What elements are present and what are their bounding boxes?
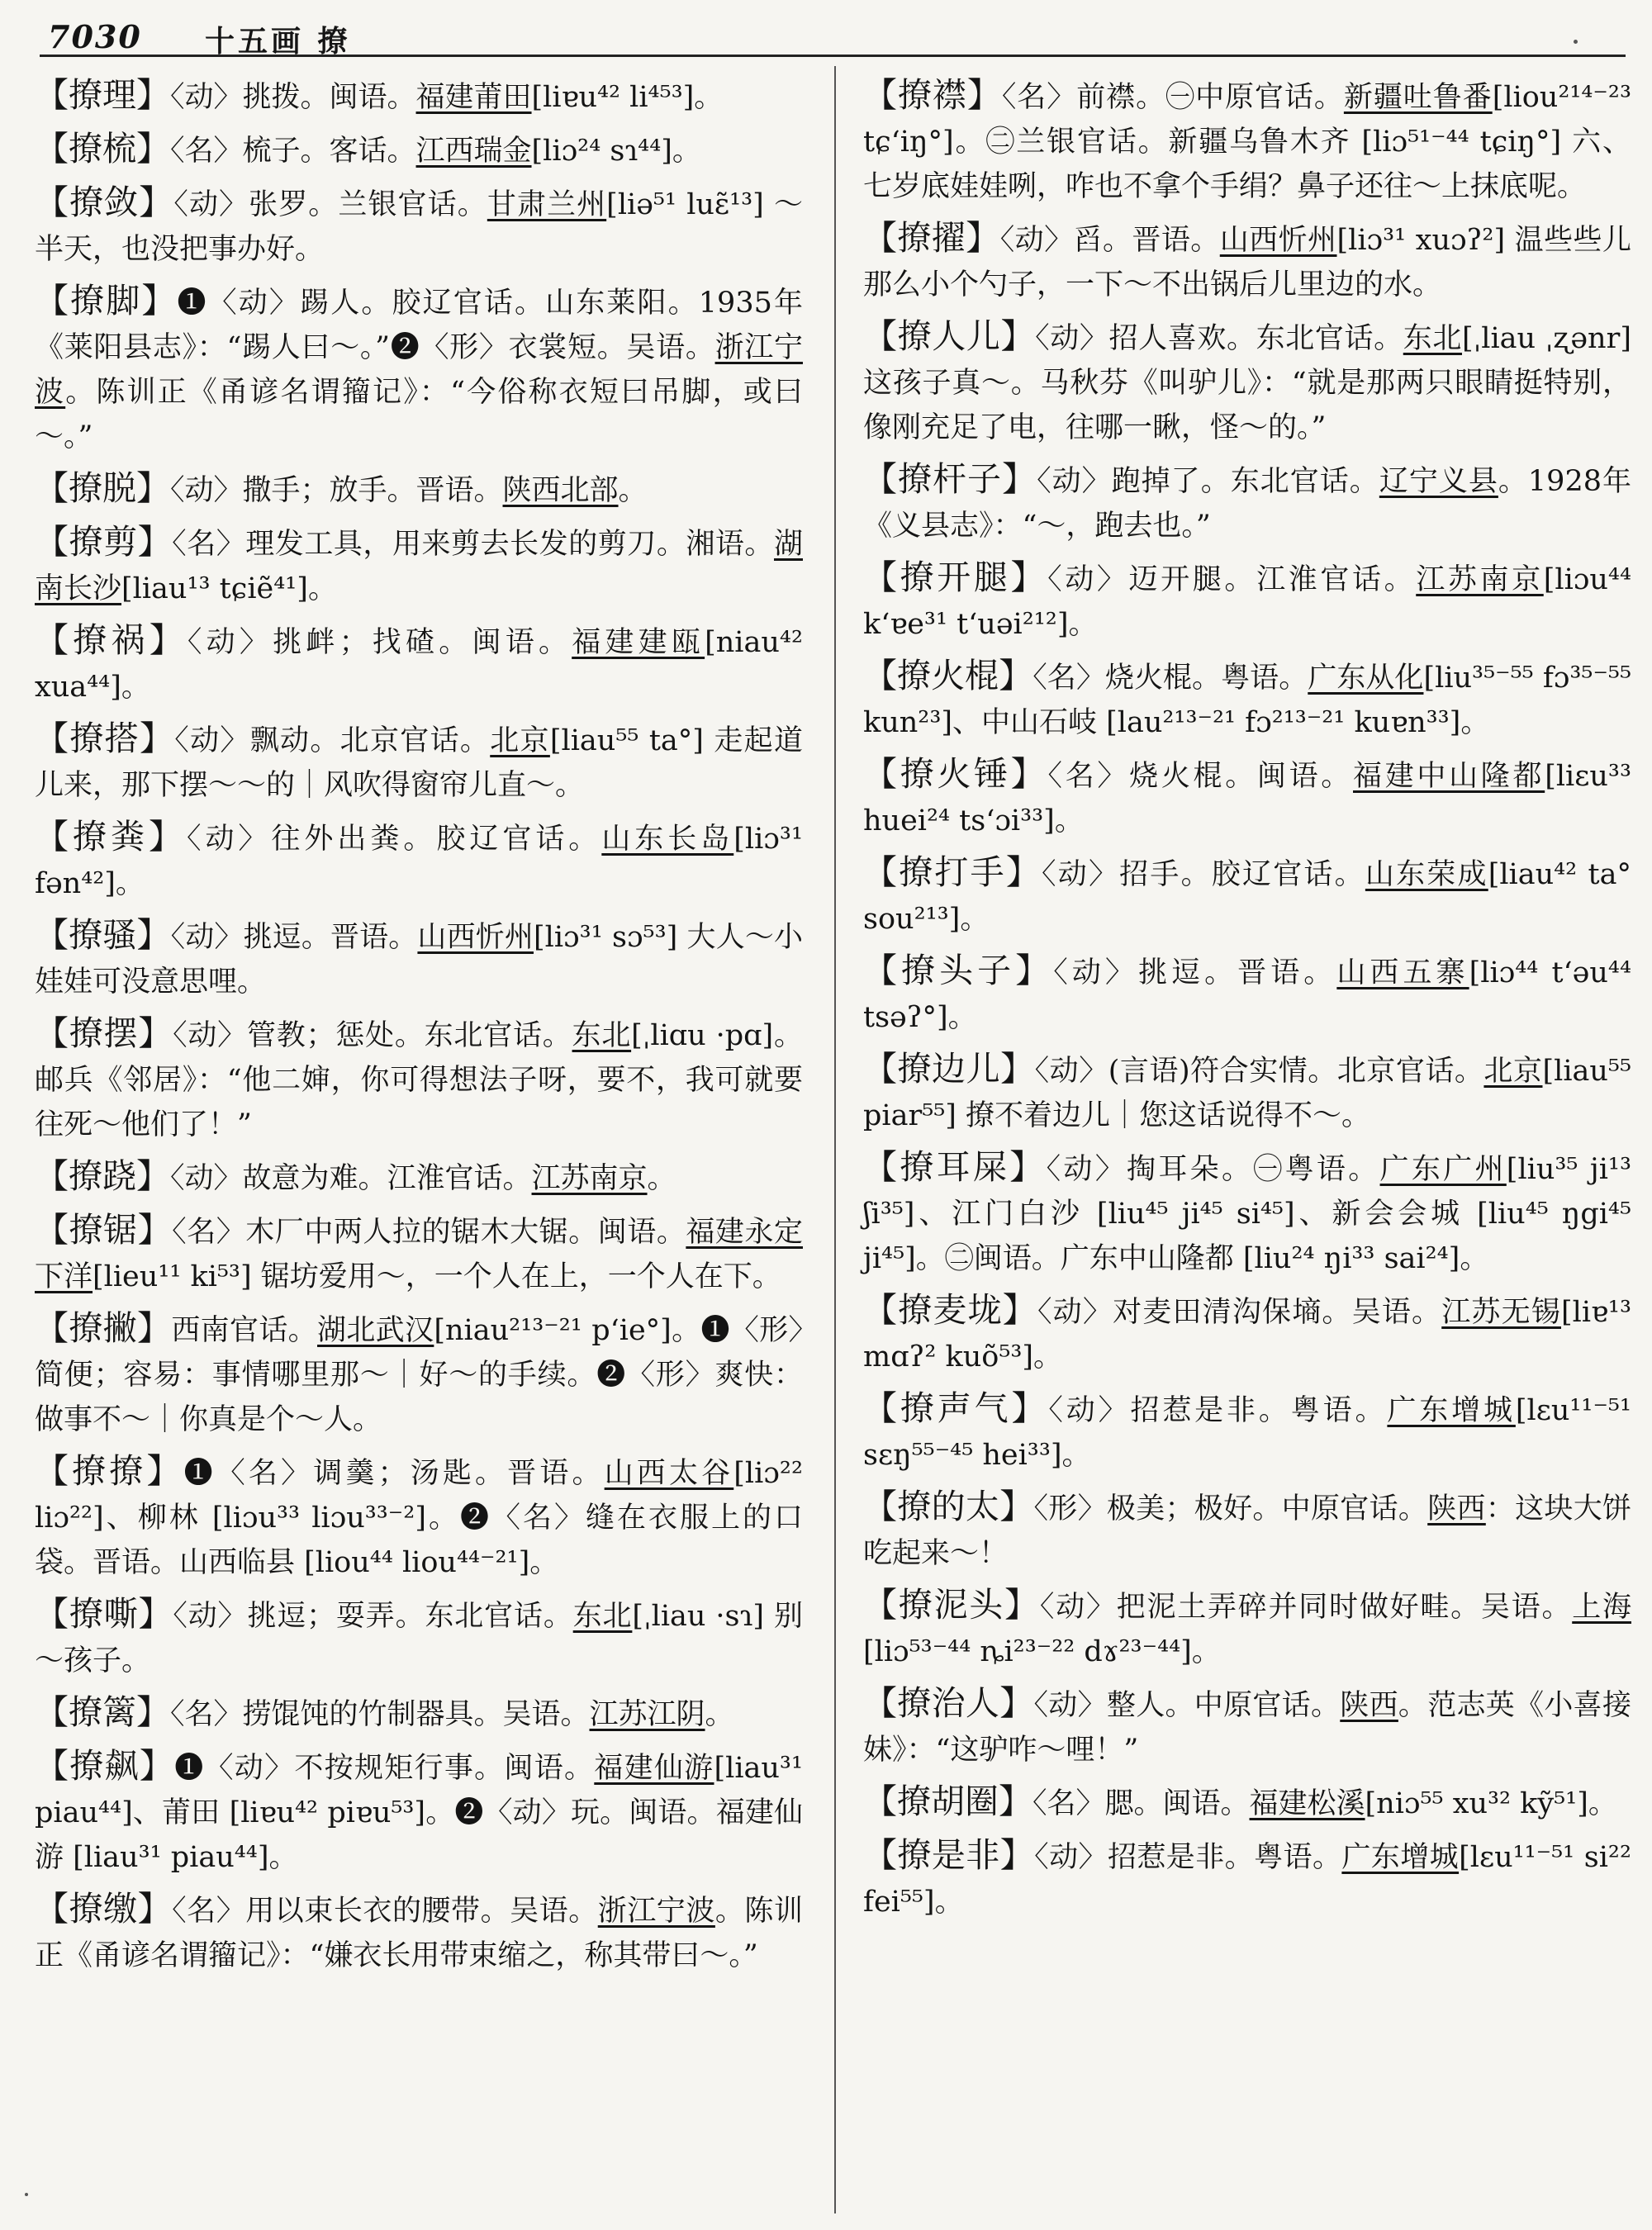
entry-place: 上海 — [1572, 1591, 1631, 1624]
entry-headword: 【撩边儿】 — [863, 1049, 1035, 1089]
entry-pronunciation: [liɔ²² liɔ²²]、柳林 [liɔu³³ liɔu³³⁻²]。❷〈名〉缝在衣服上的口袋。晋语。山西临县 [liou⁴⁴ liou⁴⁴⁻²¹]。 — [35, 1457, 803, 1579]
dictionary-entry — [863, 555, 1631, 647]
entry-definition: 〈动〉往外出粪。胶辽官话。 — [186, 823, 602, 856]
entry-headword: 【撩飙】 — [35, 1746, 175, 1786]
entry-headword: 【撩摆】 — [35, 1013, 173, 1053]
entry-place: 陕西 — [1427, 1492, 1486, 1525]
entry-place: 江苏南京 — [1416, 563, 1544, 596]
entry-definition: 〈动〉撒手；放手。晋语。 — [170, 474, 503, 507]
entry-pronunciation: ：这块大饼吃起来～！ — [863, 1492, 1631, 1570]
entry-headword: 【撩耳屎】 — [863, 1147, 1047, 1187]
entry-headword: 【撩的太】 — [863, 1487, 1034, 1526]
dictionary-entry — [863, 1582, 1631, 1674]
entry-place: 陕西 — [1340, 1689, 1398, 1722]
dictionary-entry — [863, 948, 1631, 1040]
dictionary-entry — [863, 653, 1631, 745]
entry-headword: 【撩治人】 — [863, 1683, 1034, 1723]
entry-headword: 【撩祸】 — [35, 620, 188, 660]
left-column — [35, 73, 803, 1985]
entry-definition: 〈名〉捞馄饨的竹制器具。吴语。 — [170, 1698, 590, 1731]
entry-headword: 【撩篱】 — [35, 1692, 170, 1732]
entry-pronunciation: [ˌliau ·sɿ] 别～孩子。 — [35, 1600, 803, 1677]
entry-pronunciation: [liɛu³³ huei²⁴ tsʻɔi³³]。 — [863, 760, 1631, 837]
dictionary-entry — [35, 1744, 803, 1880]
entry-pronunciation: [liɔ³¹ fən⁴²]。 — [35, 823, 803, 900]
entry-definition: 〈动〉跑掉了。东北官话。 — [1037, 465, 1379, 498]
entry-definition: 〈名〉梳子。客话。 — [170, 135, 416, 168]
scan-speck — [25, 2193, 28, 2196]
entry-headword: 【撩杆子】 — [863, 459, 1037, 499]
entry-definition: 〈动〉招人喜欢。东北官话。 — [1035, 322, 1403, 355]
entry-definition: 〈动〉(言语)符合实情。北京官话。 — [1034, 1055, 1484, 1088]
entry-place: 江苏无锡 — [1441, 1296, 1561, 1329]
dictionary-entry — [35, 466, 803, 513]
entry-headword: 【撩人儿】 — [863, 316, 1036, 356]
entry-place: 浙江宁波 — [597, 1895, 715, 1928]
entry-pronunciation: [niɔ⁵⁵ xu³² kỹ⁵¹]。 — [1365, 1787, 1617, 1820]
entry-pronunciation: 。陈训正《甬谚名谓籀记》：“今俗称衣短曰吊脚，或曰～。” — [35, 376, 803, 453]
dictionary-entry — [863, 1833, 1631, 1924]
dictionary-entry — [863, 73, 1631, 209]
section-title: 十五画 撩 — [205, 24, 351, 59]
dictionary-entry — [35, 520, 803, 611]
entry-definition: 〈动〉招惹是非。粤语。 — [1034, 1841, 1342, 1874]
entry-pronunciation: 。 — [618, 474, 648, 507]
entry-definition: 〈动〉掏耳朵。㊀粤语。 — [1046, 1153, 1380, 1186]
entry-place: 山西太谷 — [604, 1457, 734, 1490]
entry-place: 湖北武汉 — [317, 1314, 434, 1347]
entry-headword: 【撩开腿】 — [863, 558, 1048, 597]
entry-pronunciation: [liə⁵¹ luɛ̃¹³] ～半天，也没把事办好。 — [35, 188, 803, 266]
dictionary-entry — [35, 1011, 803, 1147]
entry-definition: 〈名〉木厂中两人拉的锯木大锯。闽语。 — [172, 1216, 686, 1249]
dictionary-entry — [35, 814, 803, 906]
entry-definition: 〈动〉张罗。兰银官话。 — [173, 188, 487, 221]
entry-definition: 〈动〉飘动。北京官话。 — [174, 724, 491, 757]
entry-pronunciation: 。陈训正《甬谚名谓籀记》：“嫌衣长用带束缩之，称其带曰～。” — [35, 1895, 803, 1972]
dictionary-entry — [863, 1779, 1631, 1826]
dictionary-entry — [863, 1046, 1631, 1138]
scan-speck — [1574, 40, 1578, 44]
entry-definition: 〈动〉对麦田清沟保墒。吴语。 — [1037, 1296, 1442, 1329]
entry-place: 浙江宁波 — [35, 331, 803, 409]
entry-headword: 【撩麦垅】 — [863, 1290, 1037, 1330]
entry-definition: 〈动〉整人。中原官话。 — [1033, 1689, 1341, 1722]
entry-definition: 〈动〉迈开腿。江淮官话。 — [1047, 563, 1417, 596]
entry-definition: 〈名〉用以束长衣的腰带。吴语。 — [172, 1895, 598, 1928]
entry-headword: 【撩襟】 — [863, 75, 1002, 115]
entry-definition: 〈动〉招手。胶辽官话。 — [1042, 858, 1365, 891]
entry-definition: 〈动〉挑衅；找碴。闽语。 — [187, 626, 572, 659]
entry-headword: 【撩声气】 — [863, 1388, 1049, 1428]
entry-headword: 【撩理】 — [35, 75, 170, 115]
entry-place: 江苏南京 — [531, 1162, 648, 1195]
entry-place: 福建建瓯 — [572, 626, 705, 659]
entry-place: 北京 — [490, 724, 550, 757]
dictionary-entry — [863, 752, 1631, 843]
dictionary-entry — [35, 1886, 803, 1978]
dictionary-entry — [35, 1690, 803, 1737]
entry-headword: 【撩擢】 — [863, 218, 1000, 258]
entry-headword: 【撩骚】 — [35, 915, 171, 955]
entry-pronunciation: [liɔ³¹ xuɔʔ²] 温些些儿那么小个勺子，一下～不出锅后儿里边的水。 — [863, 224, 1631, 301]
dictionary-entry — [35, 1306, 803, 1442]
dictionary-entry — [863, 1288, 1631, 1379]
page-number: 7030 — [48, 18, 142, 55]
dictionary-entry — [35, 913, 803, 1004]
entry-pronunciation: [liɐ¹³ mɑʔ² kuõ⁵³]。 — [863, 1296, 1631, 1374]
entry-place: 新疆吐鲁番 — [1343, 81, 1493, 114]
entry-headword: 【撩锯】 — [35, 1210, 173, 1250]
entry-pronunciation: [liau³¹ piau⁴⁴]、莆田 [liɐu⁴² piɐu⁵³]。❷〈动〉玩。闽语。福建仙游 [liau³¹ piau⁴⁴]。 — [35, 1752, 803, 1874]
dictionary-entry — [35, 278, 803, 459]
entry-definition: 〈名〉腮。闽语。 — [1032, 1787, 1250, 1820]
entry-pronunciation: [lieu¹¹ ki⁵³] 锯坊爱用～，一个人在上，一个人在下。 — [93, 1260, 781, 1293]
entry-headword: 【撩火锤】 — [863, 754, 1048, 794]
dictionary-entry — [35, 1208, 803, 1299]
dictionary-entry — [863, 216, 1631, 307]
entry-pronunciation: [liu³⁵⁻⁵⁵ fɔ³⁵⁻⁵⁵ kun²³]、中山石岐 [lau²¹³⁻²¹ fɔ²¹³⁻²¹ kuɐn³³]。 — [863, 662, 1631, 739]
entry-definition: 〈动〉招惹是非。粤语。 — [1048, 1394, 1388, 1427]
entry-definition: 〈动〉挑逗。晋语。 — [170, 921, 418, 954]
dictionary-entry — [35, 716, 803, 808]
dictionary-entry — [863, 1681, 1631, 1772]
entry-definition: ❶〈动〉不按规矩行事。闽语。 — [174, 1752, 595, 1785]
entry-definition: 〈名〉烧火棍。粤语。 — [1032, 662, 1308, 695]
entry-place: 陕西北部 — [502, 474, 619, 507]
entry-headword: 【撩嘶】 — [35, 1594, 173, 1634]
entry-headword: 【撩撇】 — [35, 1308, 172, 1348]
entry-place: 北京 — [1483, 1055, 1543, 1088]
column-divider — [834, 66, 836, 2213]
entry-definition: 西南官话。 — [171, 1314, 318, 1347]
entry-headword: 【撩脱】 — [35, 468, 170, 508]
entry-pronunciation: [liau⁵⁵ piar⁵⁵] 撩不着边儿｜您这话说得不～。 — [863, 1055, 1631, 1132]
entry-place: 广东广州 — [1379, 1153, 1507, 1186]
dictionary-entry — [863, 314, 1631, 450]
entry-pronunciation: [ˌliɑu ·pɑ]。邮兵《邻居》：“他二婶，你可得想法子呀，要不，我可就要往死～他们了！” — [35, 1019, 803, 1141]
dictionary-entry — [35, 1154, 803, 1201]
entry-definition: 〈动〉舀。晋语。 — [999, 224, 1220, 257]
entry-place: 山西忻州 — [417, 921, 534, 954]
entry-definition: 〈名〉前襟。㊀中原官话。 — [1001, 81, 1344, 114]
entry-definition: 〈动〉挑逗；耍弄。东北官话。 — [173, 1600, 573, 1633]
dictionary-entry — [863, 457, 1631, 548]
entry-headword: 【撩粪】 — [35, 817, 187, 856]
entry-place: 辽宁义县 — [1379, 465, 1498, 498]
entry-place: 山东长岛 — [601, 823, 734, 856]
entry-place: 广东从化 — [1308, 662, 1424, 695]
entry-place: 山西忻州 — [1219, 224, 1337, 257]
entry-definition: ❶〈名〉调羹；汤匙。晋语。 — [183, 1457, 605, 1490]
entry-pronunciation: 。范志英《小喜接妹》：“这驴咋～哩！” — [863, 1689, 1631, 1767]
entry-pronunciation: [liau⁴² ta° sou²¹³]。 — [863, 858, 1631, 936]
entry-place: 福建松溪 — [1249, 1787, 1365, 1820]
entry-pronunciation: [liu³⁵ ji¹³ ʃi³⁵]、江门白沙 [liu⁴⁵ ji⁴⁵ si⁴⁵]、新会会城 [liu⁴⁵ ŋgi⁴⁵ ji⁴⁵]。㊁闽语。广东中山隆都 [liu²⁴ ŋi³³ sai²⁴]。 — [863, 1153, 1631, 1275]
entry-place: 山西五寨 — [1336, 956, 1469, 989]
entry-place: 广东增城 — [1341, 1841, 1460, 1874]
entry-place: 江西瑞金 — [415, 135, 532, 168]
entry-place: 福建中山隆都 — [1353, 760, 1545, 793]
entry-headword: 【撩是非】 — [863, 1835, 1035, 1875]
entry-definition: 〈动〉挑逗。晋语。 — [1053, 956, 1337, 989]
entry-headword: 【撩胡圈】 — [863, 1782, 1032, 1821]
entry-headword: 【撩脚】 — [35, 281, 178, 320]
dictionary-entry — [35, 618, 803, 709]
dictionary-entry — [35, 1449, 803, 1585]
entry-place: 广东增城 — [1387, 1394, 1516, 1427]
entry-definition: 〈动〉管教；惩处。东北官话。 — [173, 1019, 572, 1052]
entry-definition: 〈动〉把泥土弄碎并同时做好畦。吴语。 — [1039, 1591, 1573, 1624]
entry-headword: 【撩跷】 — [35, 1156, 170, 1196]
entry-headword: 【撩火棍】 — [863, 656, 1033, 695]
entry-place: 甘肃兰州 — [487, 188, 607, 221]
entry-pronunciation: [niau²¹³⁻²¹ pʻie°]。❶〈形〉简便；容易：事情哪里那～｜好～的手续。❷〈形〉爽快：做事不～｜你真是个～人。 — [35, 1314, 803, 1436]
entry-definition: 〈形〉极美；极好。中原官话。 — [1033, 1492, 1428, 1525]
entry-pronunciation: [liau⁵⁵ ta°] 走起道儿来，那下摆～～的｜风吹得窗帘儿直～。 — [35, 724, 803, 802]
entry-place: 福建永定下洋 — [35, 1216, 803, 1293]
entry-place: 湖南长沙 — [35, 528, 803, 605]
dictionary-entry — [35, 126, 803, 173]
entry-definition: 〈动〉挑拨。闽语。 — [170, 81, 416, 114]
page-header — [40, 15, 1626, 57]
entry-definition: ❶〈动〉踢人。胶辽官话。山东莱阳。1935年《莱阳县志》：“踢人曰～。”❷〈形〉衣裳短。吴语。 — [35, 287, 803, 364]
entry-pronunciation: [ˌliau ˌʐənr] 这孩子真～。马秋芬《叫驴儿》：“就是那两只眼睛挺特别，像刚充足了电，往哪一瞅，怪～的。” — [863, 322, 1631, 444]
entry-headword: 【撩撩】 — [35, 1451, 184, 1491]
entry-pronunciation: [liɔ⁴⁴ tʻəu⁴⁴ tsəʔ°]。 — [863, 956, 1631, 1034]
entry-headword: 【撩打手】 — [863, 852, 1042, 892]
entry-place: 江苏江阴 — [589, 1698, 705, 1731]
entry-pronunciation: [liɐu⁴² li⁴⁵³]。 — [531, 81, 724, 114]
dictionary-entry — [863, 1484, 1631, 1576]
dictionary-entry — [35, 1592, 803, 1683]
entry-pronunciation: [lɛu¹¹⁻⁵¹ sɛŋ⁵⁵⁻⁴⁵ hei³³]。 — [863, 1394, 1631, 1472]
entry-headword: 【撩搭】 — [35, 719, 175, 758]
dictionary-entry — [863, 1386, 1631, 1478]
entry-pronunciation: [liɔ⁵³⁻⁴⁴ ȵi²³⁻²² dɤ²³⁻⁴⁴]。 — [863, 1635, 1221, 1668]
entry-pronunciation: [liɔ³¹ sɔ⁵³] 大人～小娃娃可没意思哩。 — [35, 921, 803, 999]
entry-definition: 〈名〉烧火棍。闽语。 — [1047, 760, 1353, 793]
entry-pronunciation: [liou²¹⁴⁻²³ tɕʻiŋ°]。㊁兰银官话。新疆乌鲁木齐 [liɔ⁵¹⁻⁴⁴ tɕiŋ°] 六、七岁底娃娃咧，咋也不拿个手绢？鼻子还往～上抹底呢。 — [863, 81, 1631, 203]
entry-headword: 【撩梳】 — [35, 129, 170, 168]
entry-headword: 【撩缴】 — [35, 1889, 173, 1929]
entry-headword: 【撩敛】 — [35, 183, 174, 222]
dictionary-entry — [863, 1145, 1631, 1281]
entry-headword: 【撩剪】 — [35, 522, 173, 562]
entry-place: 东北 — [572, 1600, 633, 1633]
entry-place: 山东荣成 — [1365, 858, 1488, 891]
entry-pronunciation: [liɔ²⁴ sɿ⁴⁴]。 — [531, 135, 701, 168]
entry-pronunciation: 。 — [647, 1162, 676, 1195]
entry-place: 福建仙游 — [594, 1752, 714, 1785]
entry-place: 东北 — [572, 1019, 632, 1052]
entry-headword: 【撩头子】 — [863, 951, 1054, 990]
dictionary-entry — [35, 180, 803, 272]
entry-pronunciation: [liɔu⁴⁴ kʻɐe³¹ tʻuəi²¹²]。 — [863, 563, 1631, 641]
entry-place: 东北 — [1403, 322, 1462, 355]
entry-place: 福建莆田 — [415, 81, 532, 114]
dictionary-entry — [863, 850, 1631, 942]
entry-headword: 【撩泥头】 — [863, 1585, 1040, 1625]
entry-pronunciation: 。 — [705, 1698, 734, 1731]
entry-definition: 〈动〉故意为难。江淮官话。 — [170, 1162, 532, 1195]
entry-pronunciation: [lɛu¹¹⁻⁵¹ si²² fei⁵⁵]。 — [863, 1841, 1631, 1919]
right-column — [863, 73, 1631, 1931]
dictionary-entry — [35, 73, 803, 120]
entry-pronunciation: 。1928年《义县志》：“～，跑去也。” — [863, 465, 1631, 543]
entry-pronunciation: [niau⁴² xua⁴⁴]。 — [35, 626, 803, 704]
entry-pronunciation: [liau¹³ tɕiẽ⁴¹]。 — [121, 572, 337, 605]
entry-definition: 〈名〉理发工具，用来剪去长发的剪刀。湘语。 — [172, 528, 774, 561]
